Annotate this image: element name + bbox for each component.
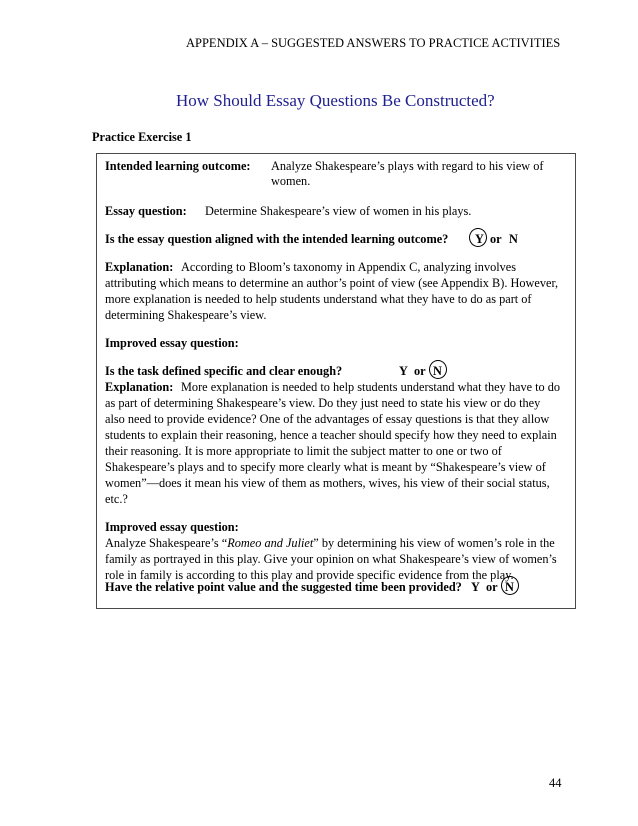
aligned-question: Is the essay question aligned with the intended learning outcome? <box>105 232 449 246</box>
points-answer-y: Y <box>471 580 480 594</box>
exercise-label: Practice Exercise 1 <box>92 130 192 144</box>
essay-label: Essay question: <box>105 204 187 218</box>
explanation1-line3: more explanation is needed to help students understand what they have to do as part of <box>105 292 532 306</box>
explanation2-line2: as part of determining Shakespeare’s view. Do they just need to state his view or do they <box>105 396 541 410</box>
improved2-line1-part2: ” by determining his view of women’s role in the <box>313 536 555 550</box>
page-number: 44 <box>549 776 562 790</box>
outcome-label: Intended learning outcome: <box>105 159 251 173</box>
improved2-line3: role in family is according to this play and provide specific evidence from the play. <box>105 568 514 582</box>
task-answer-n: N <box>433 364 442 378</box>
explanation2-line5: their reasoning. It is more appropriate to limit the subject matter to one or two of <box>105 444 502 458</box>
explanation1-line2: attributing which means to determine an author’s point of view (see Appendix B). However, <box>105 276 559 290</box>
outcome-text-line1: Analyze Shakespeare’s plays with regard to his view of <box>271 159 544 173</box>
improved2-line1-part1: Analyze Shakespeare’s “ <box>105 536 228 550</box>
explanation2-line6: Shakespeare’s plays and to specify more clearly what is meant by “Shakespeare’s view of <box>105 460 546 474</box>
explanation1-label: Explanation: <box>105 260 174 274</box>
page-header: APPENDIX A – SUGGESTED ANSWERS TO PRACTICE ACTIVITIES <box>186 36 561 50</box>
outcome-text-line2: women. <box>271 174 311 188</box>
points-question: Have the relative point value and the suggested time been provided? <box>105 580 462 594</box>
play-title: Romeo and Juliet <box>227 536 314 550</box>
page-title: How Should Essay Questions Be Constructed? <box>176 91 495 110</box>
aligned-answer-y: Y <box>475 232 484 246</box>
essay-text: Determine Shakespeare’s view of women in his plays. <box>205 204 472 218</box>
explanation1-line4: determining Shakespeare’s view. <box>105 308 267 322</box>
improved2-line1 <box>105 537 555 549</box>
task-question: Is the task defined specific and clear enough? <box>105 364 343 378</box>
task-answer-or: or <box>414 364 426 378</box>
answer-box <box>96 153 576 609</box>
points-answer-or: or <box>486 580 498 594</box>
improved1-label: Improved essay question: <box>105 336 239 350</box>
explanation2-line1: More explanation is needed to help students understand what they have to do <box>181 380 561 394</box>
explanation1-line1: According to Bloom’s taxonomy in Appendix C, analyzing involves <box>181 260 517 274</box>
improved2-label: Improved essay question: <box>105 520 239 534</box>
improved2-line2: family as portrayed in this play. Give your opinion on what Shakespeare’s view of women’s <box>105 552 557 566</box>
points-answer-n: N <box>505 580 514 594</box>
explanation2-line8: etc.? <box>105 492 128 506</box>
explanation2-line4: students to explain their reasoning, hence a teacher should specify how they need to explain <box>105 428 557 442</box>
task-answer-y: Y <box>399 364 408 378</box>
explanation2-line3: also need to provide evidence? One of the advantages of essay questions is that they allow <box>105 412 550 426</box>
aligned-answer-or: or <box>490 232 502 246</box>
explanation2-label: Explanation: <box>105 380 174 394</box>
aligned-answer-n: N <box>509 232 518 246</box>
explanation2-line7: women”—does it mean his view of them as mothers, wives, his view of their social status, <box>105 476 550 490</box>
